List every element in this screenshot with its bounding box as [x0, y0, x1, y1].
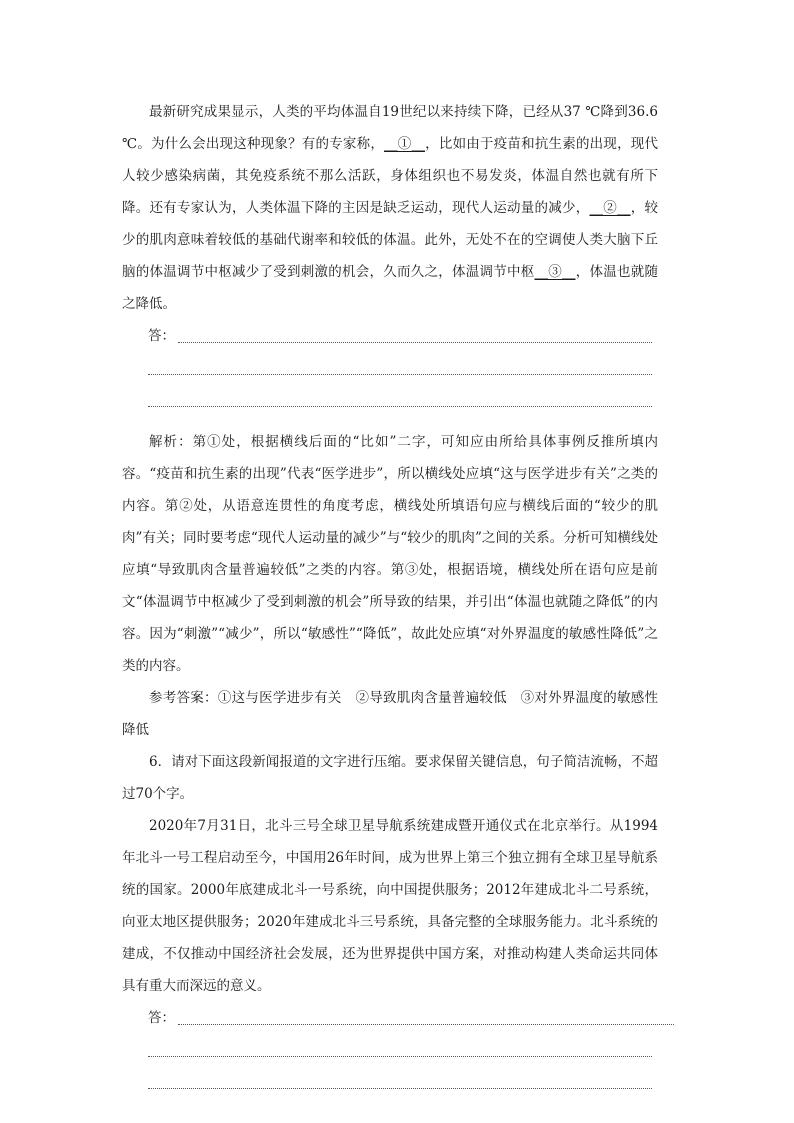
passage-paragraph: 最新研究成果显示，人类的平均体温自19世纪以来持续下降，已经从37 ℃降到36.6 ℃。为什么会出现这种现象？有的专家称，__①__，比如由于疫苗和抗生素的出现，现代人较少感染病菌，其免疫系统不那么活跃，身体组织也不易发炎，体温自然也就有所下降。还有专家认为，人类体温下降的主因是缺乏运动，现代人运动量的减少，__②__，较少的肌肉意味着较低的基础代谢率和较低的体温。此外，无处不在的空调使人类大脑下丘脑的体温调节中枢减少了受到刺激的机会，久而久之，体温调节中枢__③__，体温也就随之降低。 [122, 104, 658, 312]
answer-label: 答： [148, 328, 175, 344]
answer-area-1[interactable] [122, 320, 658, 416]
answer-line[interactable] [178, 1024, 674, 1025]
blank-2: __②__ [589, 200, 631, 216]
document-page [122, 96, 658, 1098]
answer-line[interactable] [148, 1056, 652, 1057]
question-6: 6．请对下面这段新闻报道的文字进行压缩。要求保留关键信息，句子简洁流畅，不超过70个字。 [122, 754, 658, 802]
reference-answer: 参考答案：①这与医学进步有关 ②导致肌肉含量普遍较低 ③对外界温度的敏感性降低 [122, 690, 658, 738]
answer-line[interactable] [148, 374, 652, 375]
blank-1: __①__ [384, 136, 425, 152]
answer-line[interactable] [148, 406, 652, 407]
answer-label: 答： [148, 1010, 175, 1026]
answer-line[interactable] [148, 1088, 652, 1089]
news-paragraph: 2020年7月31日，北斗三号全球卫星导航系统建成暨开通仪式在北京举行。从1994年北斗一号工程启动至今，中国用26年时间，成为世界上第三个独立拥有全球卫星导航系统的国家。2000年底建成北斗一号系统，向中国提供服务；2012年建成北斗二号系统，向亚太地区提供服务；2020年建成北斗三号系统，具备完整的全球服务能力。北斗系统的建成，不仅推动中国经济社会发展，还为世界提供中国方案，对推动构建人类命运共同体具有重大而深远的意义。 [122, 818, 658, 994]
answer-line[interactable] [178, 342, 652, 343]
analysis-paragraph: 解析：第①处，根据横线后面的“比如”二字，可知应由所给具体事例反推所填内容。“疫苗和抗生素的出现”代表“医学进步”，所以横线处应填“这与医学进步有关”之类的内容。第②处，从语意连贯性的角度考虑，横线处所填语句应与横线后面的“较少的肌肉”有关；同时要考虑“现代人运动量的减少”与“较少的肌肉”之间的关系。分析可知横线处应填“导致肌肉含量普遍较低”之类的内容。第③处，根据语境，横线处所在语句应是前文“体温调节中枢减少了受到刺激的机会”所导致的结果，并引出“体温也就随之降低”的内容。因为“刺激”“减少”，所以“敏感性”“降低”，故此处应填“对外界温度的敏感性降低”之类的内容。 [122, 434, 658, 674]
blank-3: __③__ [534, 264, 576, 280]
answer-area-2[interactable] [122, 1002, 658, 1098]
